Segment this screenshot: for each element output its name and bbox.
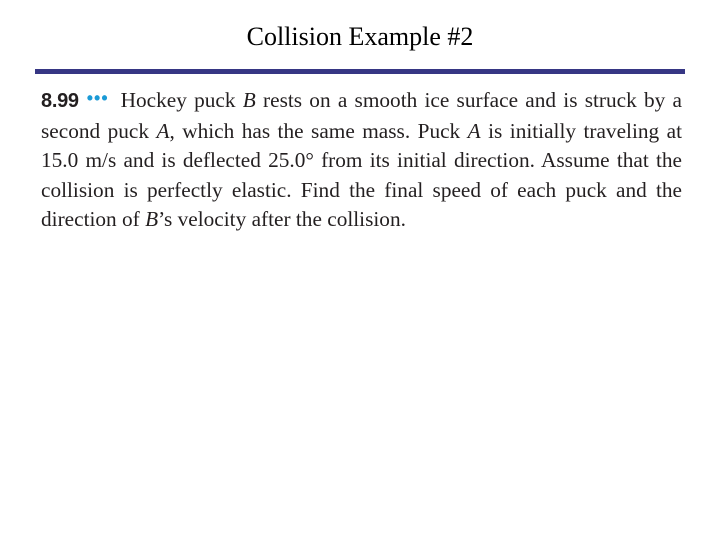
problem-number: 8.99 [41, 90, 79, 112]
problem-text-segment: , which has the same mass. Puck [169, 118, 468, 143]
variable-label: A [156, 118, 170, 143]
slide-title: Collision Example #2 [246, 22, 474, 51]
variable-label: B [242, 88, 256, 112]
variable-label: B [145, 207, 159, 231]
difficulty-dots: ••• [86, 88, 109, 108]
problem-statement [41, 86, 682, 235]
problem-text [41, 88, 682, 231]
title-divider [35, 69, 685, 74]
problem-text-segment: rests on a smooth ice surface and is struck by a second puck [41, 88, 683, 143]
problem-text-segment: ’s velocity after the collision. [158, 207, 406, 231]
problem-text-segment: is initially traveling at 15.0 m/s and is deflected 25.0° from its initial direction. Assume that the collision is perfectly elastic. Find the final speed of each puck and the direction of [41, 118, 682, 231]
variable-label: A [467, 118, 481, 143]
problem-text-segment: Hockey puck [120, 88, 243, 112]
